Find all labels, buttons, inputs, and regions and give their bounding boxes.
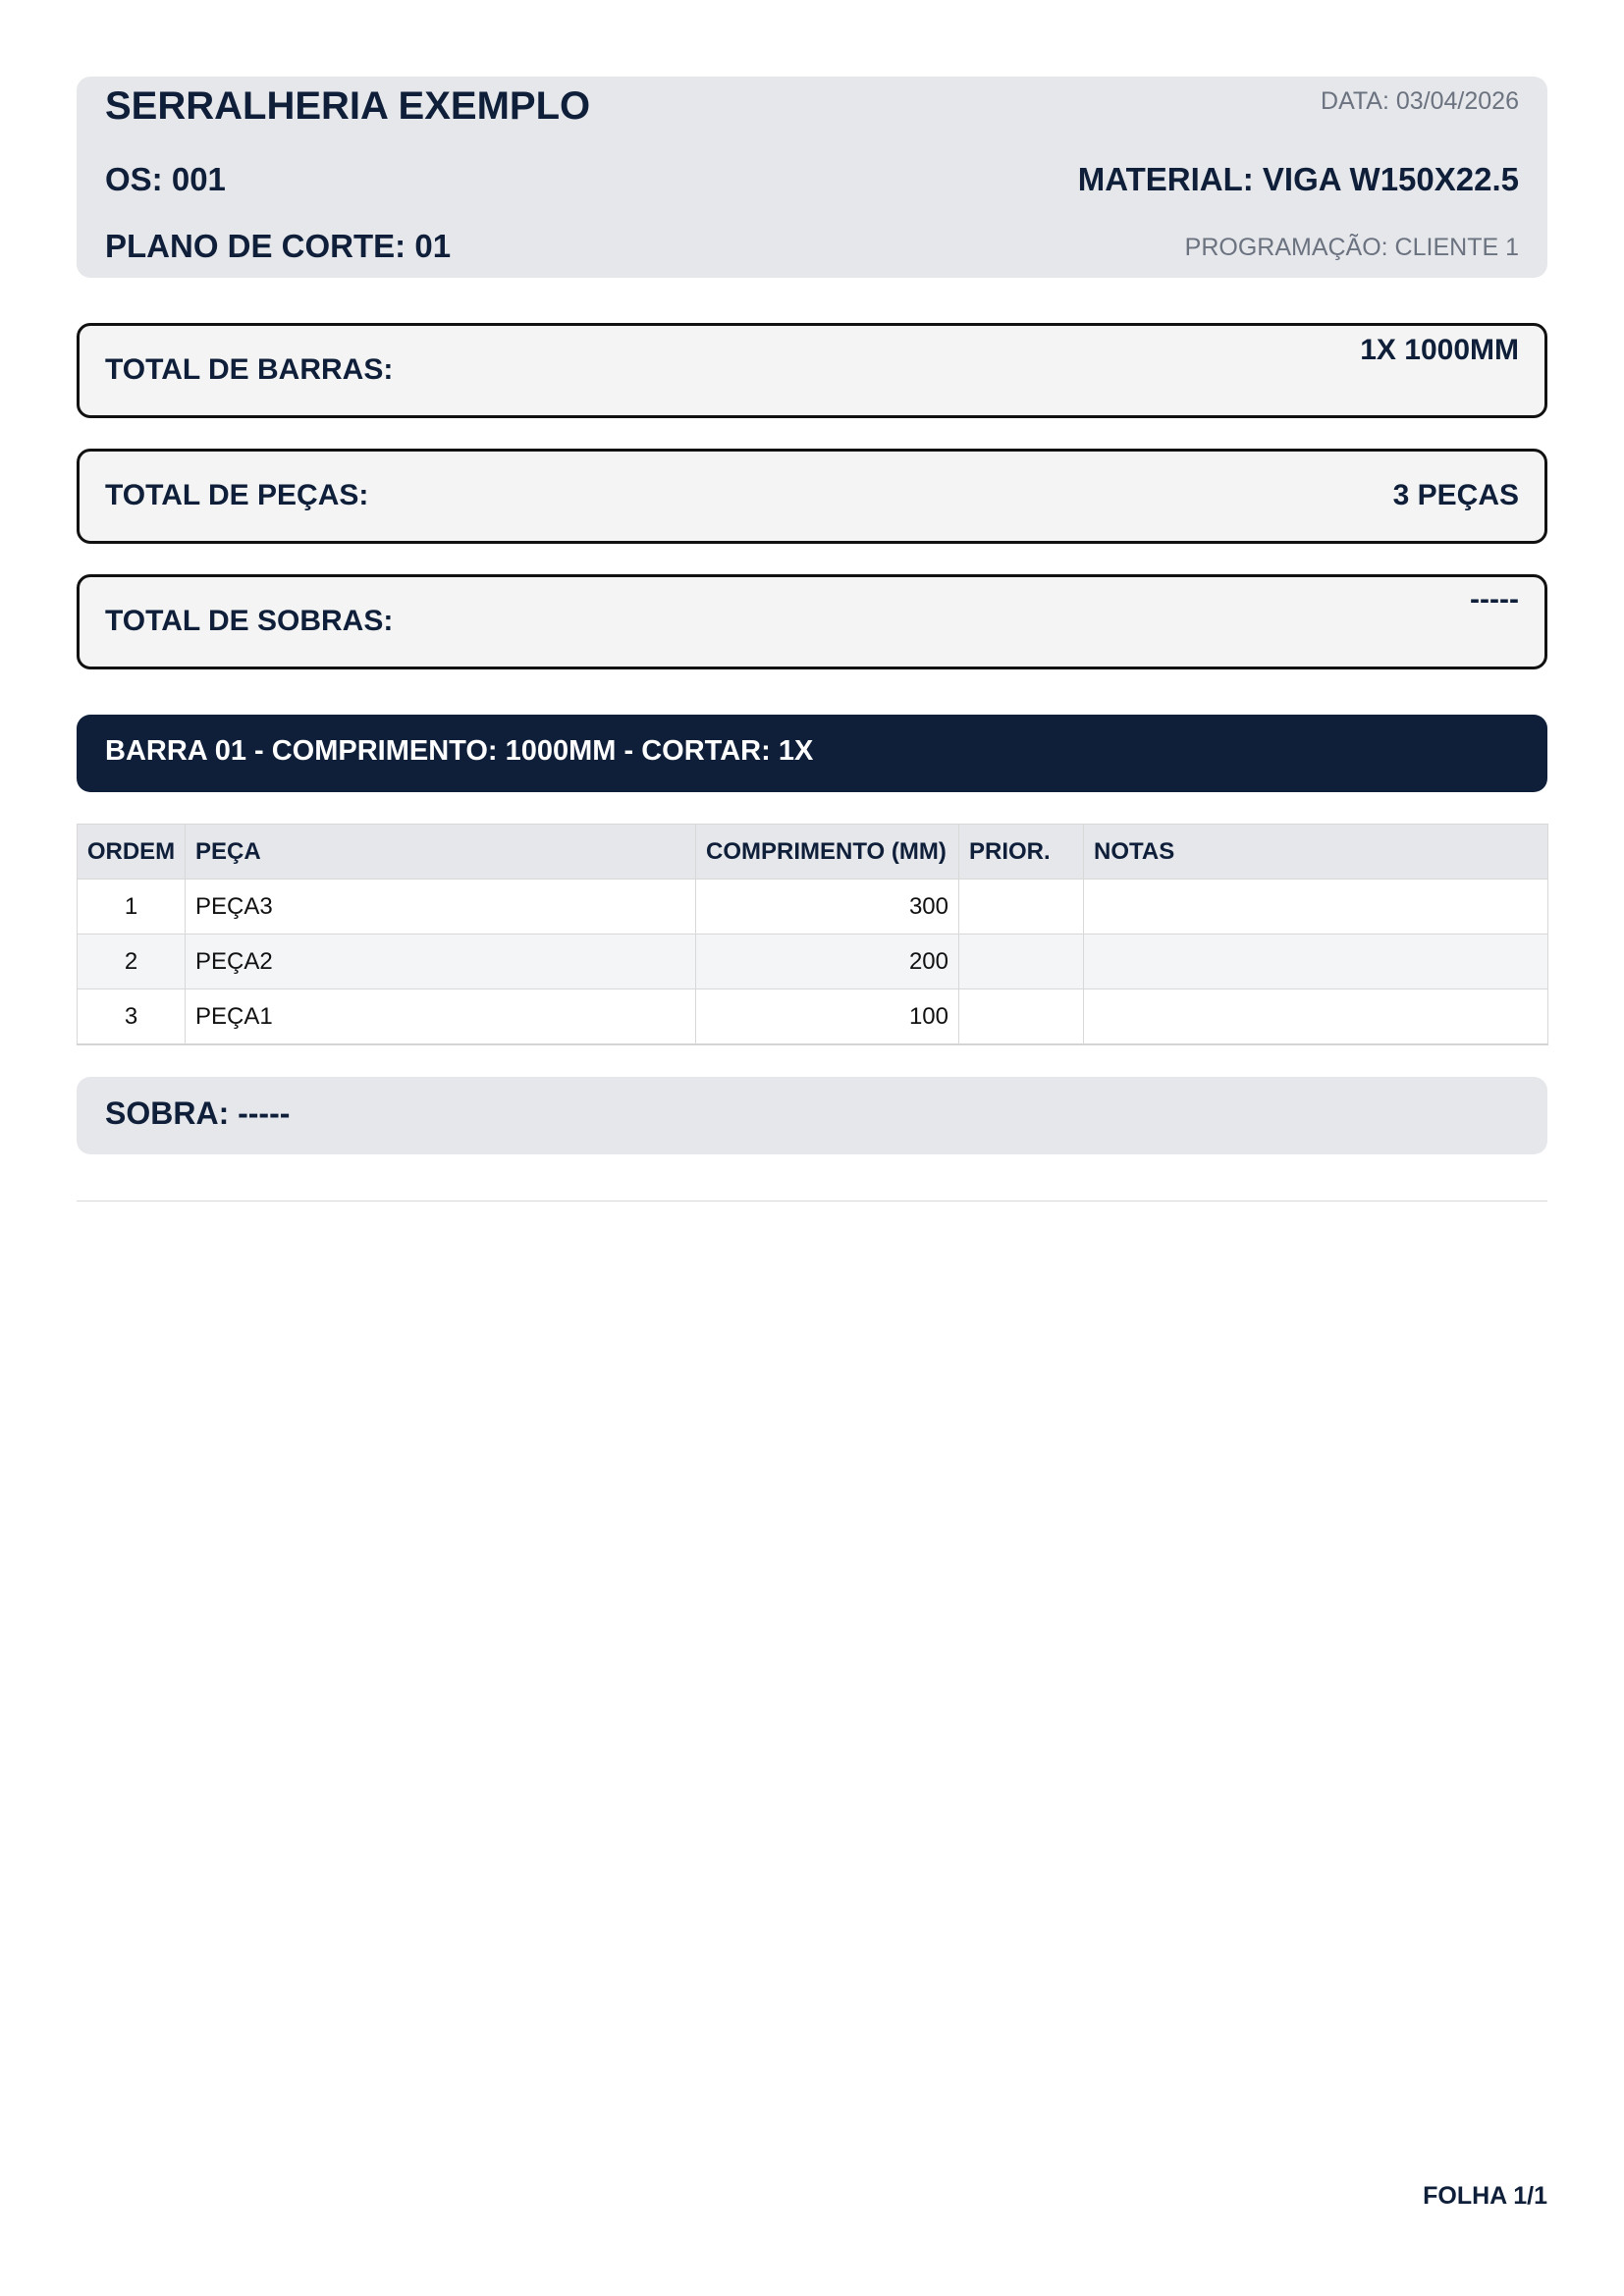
leftover-box [77,1077,1547,1154]
total-bars-box [77,323,1547,418]
cell-notas [1084,934,1548,989]
cell-peca: PEÇA1 [186,989,696,1045]
table-row [78,989,1548,1045]
cutting-plan-number: PLANO DE CORTE: 01 [105,228,452,264]
column-header-peca: PEÇA [186,825,696,880]
cell-comprimento: 200 [696,934,959,989]
total-bars-value: 1X 1000MM [1360,334,1519,366]
cuts-table [77,824,1548,1045]
cell-comprimento: 300 [696,880,959,934]
cell-peca: PEÇA2 [186,934,696,989]
cutting-plan-page [77,77,1547,1201]
material-label: MATERIAL: VIGA W150X22.5 [1077,161,1519,197]
cell-comprimento: 100 [696,989,959,1045]
cell-prior [959,880,1084,934]
table-row [78,880,1548,934]
total-pieces-value: 3 PEÇAS [1392,479,1519,511]
leftover-label: SOBRA: ----- [105,1095,291,1131]
cell-ordem: 1 [78,880,186,934]
cell-peca: PEÇA3 [186,880,696,934]
cell-prior [959,934,1084,989]
table-header-row [78,825,1548,880]
total-leftovers-box [77,574,1547,669]
bar-section-header [77,715,1547,792]
service-order-number: OS: 001 [105,161,226,197]
cell-notas [1084,880,1548,934]
total-pieces-label: TOTAL DE PEÇAS: [105,479,369,511]
column-header-notas: NOTAS [1084,825,1548,880]
document-header [77,77,1547,278]
document-date: DATA: 03/04/2026 [1321,87,1519,115]
programming-client: PROGRAMAÇÃO: CLIENTE 1 [1184,234,1519,261]
total-pieces-box [77,449,1547,544]
cell-notas [1084,989,1548,1045]
total-bars-label: TOTAL DE BARRAS: [105,353,394,386]
cell-ordem: 3 [78,989,186,1045]
total-leftovers-label: TOTAL DE SOBRAS: [105,605,394,637]
sheet-number: FOLHA 1/1 [1423,2182,1547,2210]
cell-ordem: 2 [78,934,186,989]
cell-prior [959,989,1084,1045]
column-header-comprimento: COMPRIMENTO (MM) [696,825,959,880]
bar-section-title: BARRA 01 - COMPRIMENTO: 1000MM - CORTAR: 1X [105,735,814,767]
table-row [78,934,1548,989]
company-name: SERRALHERIA EXEMPLO [105,84,591,128]
column-header-prior: PRIOR. [959,825,1084,880]
total-leftovers-value: ----- [1470,583,1519,615]
column-header-ordem: ORDEM [78,825,186,880]
